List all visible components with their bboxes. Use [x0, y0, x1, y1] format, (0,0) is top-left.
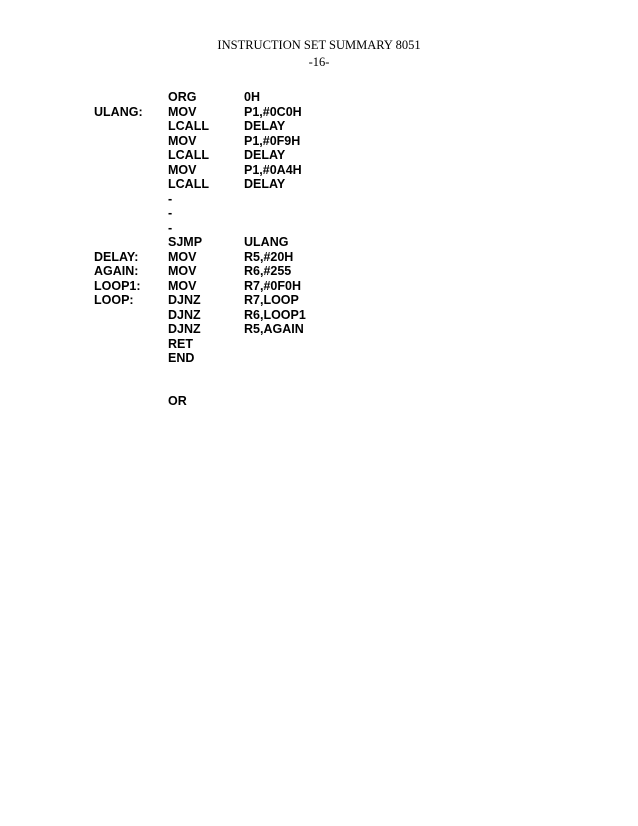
code-instruction: SJMP	[168, 235, 203, 249]
code-operand: DELAY	[244, 119, 286, 133]
code-line	[0, 105, 638, 119]
code-instruction: MOV	[168, 134, 197, 148]
code-instruction: -	[168, 192, 173, 206]
code-operand: P1,#0A4H	[244, 163, 302, 177]
code-instruction: OR	[168, 394, 187, 408]
code-line	[0, 119, 638, 133]
code-instruction: ORG	[168, 90, 197, 104]
code-line	[0, 221, 638, 235]
code-instruction: MOV	[168, 105, 197, 119]
code-operand: P1,#0F9H	[244, 134, 301, 148]
code-line	[0, 90, 638, 104]
code-instruction: RET	[168, 337, 193, 351]
code-label: LOOP1:	[94, 279, 141, 293]
code-line	[0, 322, 638, 336]
code-instruction: LCALL	[168, 177, 209, 191]
code-line	[0, 163, 638, 177]
code-instruction: LCALL	[168, 148, 209, 162]
code-operand: R5,AGAIN	[244, 322, 304, 336]
code-line	[0, 279, 638, 293]
code-instruction: DJNZ	[168, 322, 201, 336]
code-operand: ULANG	[244, 235, 289, 249]
code-line	[0, 264, 638, 278]
code-line	[0, 293, 638, 307]
code-instruction: END	[168, 351, 195, 365]
code-instruction: MOV	[168, 264, 197, 278]
code-line	[0, 394, 638, 408]
code-line	[0, 250, 638, 264]
code-instruction: DJNZ	[168, 308, 201, 322]
code-operand: P1,#0C0H	[244, 105, 302, 119]
code-instruction: LCALL	[168, 119, 209, 133]
page-number: -16-	[308, 55, 330, 69]
code-instruction: -	[168, 221, 173, 235]
code-line	[0, 134, 638, 148]
code-operand: DELAY	[244, 148, 286, 162]
code-operand: R6,#255	[244, 264, 292, 278]
code-line	[0, 337, 638, 351]
code-instruction: MOV	[168, 250, 197, 264]
code-line	[0, 192, 638, 206]
code-operand: R6,LOOP1	[244, 308, 306, 322]
code-instruction: MOV	[168, 279, 197, 293]
code-operand: 0H	[244, 90, 260, 104]
code-instruction: -	[168, 206, 173, 220]
code-operand: R7,LOOP	[244, 293, 299, 307]
code-line	[0, 148, 638, 162]
code-line	[0, 206, 638, 220]
document-title: INSTRUCTION SET SUMMARY 8051	[217, 38, 421, 52]
code-label: DELAY:	[94, 250, 139, 264]
code-label: AGAIN:	[94, 264, 139, 278]
code-line	[0, 235, 638, 249]
code-operand: R7,#0F0H	[244, 279, 301, 293]
code-instruction: DJNZ	[168, 293, 201, 307]
code-operand: R5,#20H	[244, 250, 294, 264]
code-line	[0, 308, 638, 322]
code-line	[0, 351, 638, 365]
code-label: LOOP:	[94, 293, 134, 307]
code-label: ULANG:	[94, 105, 143, 119]
code-operand: DELAY	[244, 177, 286, 191]
code-instruction: MOV	[168, 163, 197, 177]
code-line	[0, 177, 638, 191]
